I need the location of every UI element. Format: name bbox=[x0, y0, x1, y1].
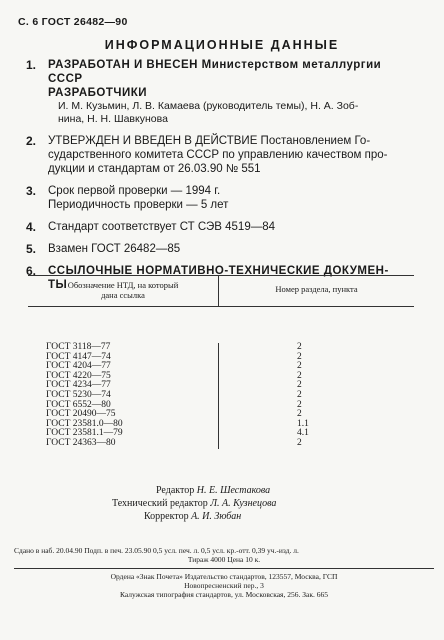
page-title: ИНФОРМАЦИОННЫЕ ДАННЫЕ bbox=[104, 38, 340, 52]
item-line: Стандарт соответствует СТ СЭВ 4519—84 bbox=[48, 221, 276, 233]
reference-table bbox=[28, 275, 414, 449]
info-item-5 bbox=[26, 242, 418, 256]
document-cell: ГОСТ 5230—74 bbox=[46, 389, 111, 400]
document-cell: ГОСТ 3118—77 bbox=[46, 342, 111, 352]
item-line: ТЫ bbox=[48, 279, 68, 291]
document-cell: ГОСТ 23581.1—79 bbox=[46, 428, 123, 439]
section-cell: 2 bbox=[297, 351, 302, 362]
page-header: С. 6 ГОСТ 26482—90 bbox=[18, 16, 128, 28]
header-section: Номер раздела, пункта bbox=[275, 284, 358, 294]
item-line: сударственного комитета СССР по управлению качеством про- bbox=[48, 149, 388, 161]
header-document bbox=[28, 276, 219, 306]
item-line: нина, Н. Н. Шавкунова bbox=[58, 113, 168, 125]
item-number: 6. bbox=[26, 264, 37, 278]
document-cell: ГОСТ 4220—75 bbox=[46, 370, 111, 381]
document-cell: ГОСТ 4234—77 bbox=[46, 380, 111, 391]
header-document-line: Обозначение НТД, на который bbox=[67, 280, 179, 290]
item-number: 1. bbox=[26, 58, 37, 72]
item-line: Срок первой проверки — 1994 г. bbox=[48, 185, 221, 197]
document-cell: ГОСТ 24363—80 bbox=[46, 437, 116, 448]
item-number: 5. bbox=[26, 242, 37, 256]
item-line: РАЗРАБОТАН И ВНЕСЕН Министерством металлургии СССР bbox=[48, 59, 382, 85]
editor-line bbox=[110, 484, 410, 497]
corrector-line bbox=[110, 510, 410, 523]
section-cell: 1.1 bbox=[297, 418, 309, 429]
info-item-2 bbox=[26, 134, 418, 176]
section-cell: 2 bbox=[297, 389, 302, 400]
item-number: 4. bbox=[26, 220, 37, 234]
imprint-line: Тираж 4000 Цена 10 к. bbox=[187, 555, 261, 564]
document-column bbox=[28, 343, 219, 449]
item-line: УТВЕРЖДЕН И ВВЕДЕН В ДЕЙСТВИЕ Постановлением Го- bbox=[48, 135, 371, 147]
section-cell: 2 bbox=[297, 361, 302, 372]
reference-table-body bbox=[28, 307, 414, 449]
header-document-line: дана ссылка bbox=[101, 290, 145, 300]
document-cell: ГОСТ 23581.0—80 bbox=[46, 418, 123, 429]
info-item-3 bbox=[26, 184, 418, 212]
corrector-label: Корректор bbox=[144, 511, 189, 522]
document-cell: ГОСТ 20490—75 bbox=[46, 409, 116, 420]
editors-block bbox=[110, 484, 410, 523]
imprint-line: Калужская типография стандартов, ул. Московская, 256. Зак. 665 bbox=[119, 590, 328, 599]
imprint-line: Сдано в наб. 20.04.90 Подп. в печ. 23.05.90 0,5 усл. печ. л. 0,5 усл. кр.-отт. 0,39 уч.-изд. л. bbox=[14, 546, 299, 555]
section-cell: 2 bbox=[297, 380, 302, 391]
imprint-block bbox=[14, 546, 434, 599]
editor-label: Редактор bbox=[156, 485, 195, 496]
info-item-1 bbox=[26, 58, 418, 126]
section-cell: 2 bbox=[297, 370, 302, 381]
document-cell: ГОСТ 6552—80 bbox=[46, 399, 111, 410]
divider bbox=[14, 568, 434, 569]
item-number: 2. bbox=[26, 134, 37, 148]
item-line: дукции и стандартам от 26.03.90 № 551 bbox=[48, 163, 261, 175]
section-column bbox=[219, 343, 414, 449]
section-cell: 2 bbox=[297, 342, 302, 352]
info-items-list bbox=[26, 58, 418, 300]
document-cell: ГОСТ 4147—74 bbox=[46, 351, 111, 362]
imprint-line: Новопресненский пер., 3 bbox=[184, 581, 264, 590]
tech-editor-name: Л. А. Кузнецова bbox=[210, 498, 277, 509]
item-line: И. М. Кузьмин, Л. В. Камаева (руководитель темы), Н. А. Зоб- bbox=[58, 100, 359, 112]
editor-name: Н. Е. Шестакова bbox=[196, 485, 271, 496]
document-cell: ГОСТ 4204—77 bbox=[46, 361, 111, 372]
reference-table-header bbox=[28, 275, 414, 307]
imprint-line: Ордена «Знак Почета» Издательство стандартов, 123557, Москва, ГСП bbox=[110, 572, 338, 581]
item-line: ССЫЛОЧНЫЕ НОРМАТИВНО-ТЕХНИЧЕСКИЕ ДОКУМЕН- bbox=[48, 265, 389, 277]
section-cell: 2 bbox=[297, 437, 302, 448]
tech-editor-label: Технический редактор bbox=[112, 498, 208, 509]
section-cell: 4.1 bbox=[297, 428, 309, 439]
item-line: РАЗРАБОТЧИКИ bbox=[48, 87, 147, 99]
item-line: Периодичность проверки — 5 лет bbox=[48, 199, 229, 211]
info-item-4 bbox=[26, 220, 418, 234]
tech-editor-line bbox=[110, 497, 410, 510]
item-line: Взамен ГОСТ 26482—85 bbox=[48, 243, 181, 255]
item-number: 3. bbox=[26, 184, 37, 198]
section-cell: 2 bbox=[297, 399, 302, 410]
section-cell: 2 bbox=[297, 409, 302, 420]
corrector-name: А. И. Зюбан bbox=[191, 511, 242, 522]
